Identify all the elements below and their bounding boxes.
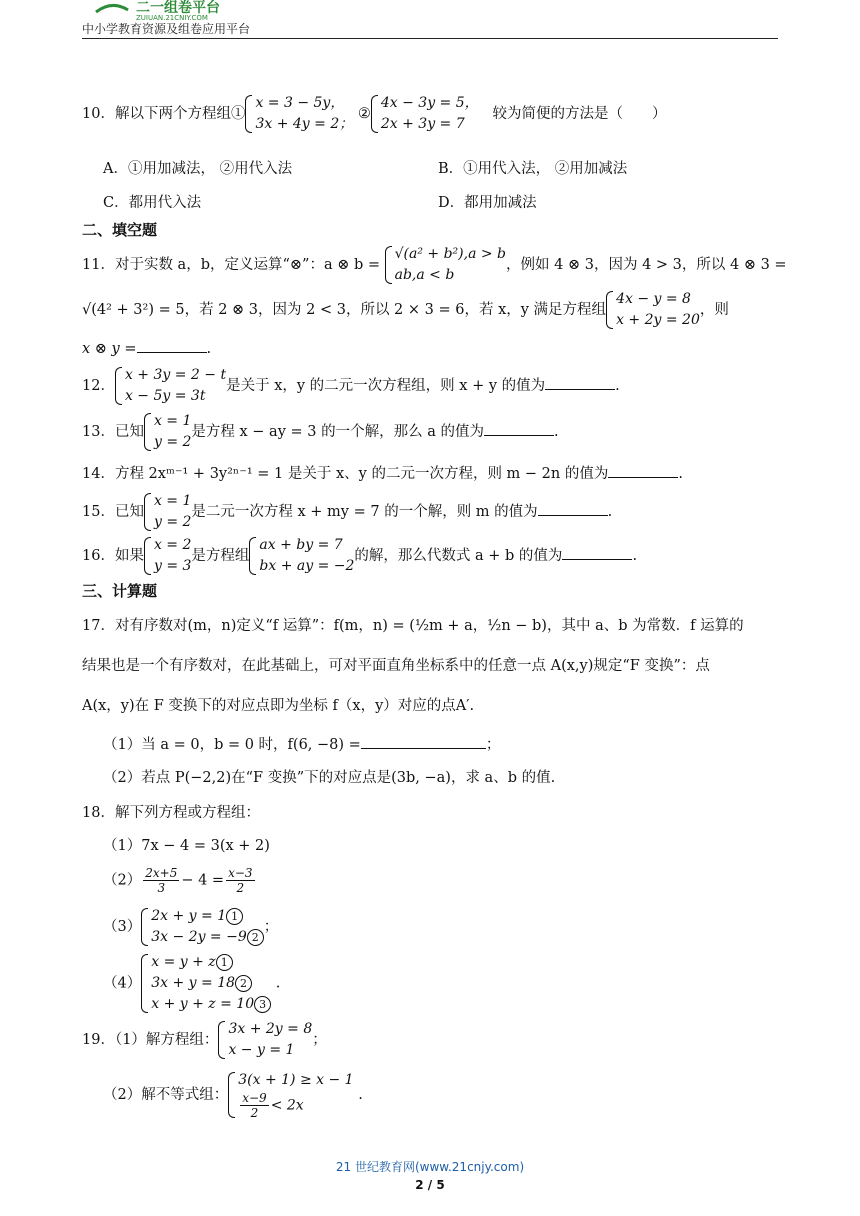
page-number: 2 / 5 (415, 1178, 445, 1192)
q19-inequality-system: 3(x + 1) ≥ x − 1 $\frac{x-9}{2}$ < 2x (228, 1070, 353, 1120)
q10-suffix: 较为简便的方法是（ ） (492, 106, 667, 122)
question-18-part1: （1）7x − 4 = 3(x + 2) (103, 838, 270, 854)
q10-option-a: A．①用加减法， ②用代入法 (103, 161, 293, 177)
question-15: 15．已知 x = 1 y = 2 是二元一次方程 x + my = 7 的一个解，则 m 的值为 . (82, 491, 612, 533)
q16-system-1: x = 2 y = 3 (144, 535, 191, 577)
q10-option-b: B．①用代入法， ②用加减法 (438, 161, 628, 177)
svg-text:ZUJUAN.21CNJY.COM: ZUJUAN.21CNJY.COM (136, 14, 208, 20)
answer-blank (137, 338, 207, 353)
question-18-part3: （3） 2x + y = 1 1 3x − 2y = −9 2 ； (103, 906, 278, 948)
q15-system: x = 1 y = 2 (144, 491, 191, 533)
question-17-line1: 17．对有序数对(m，n)定义“f 运算”：f(m，n) = (½m + a，½n − b)，其中 a、b 为常数．f 运算的 (82, 618, 744, 634)
q12-system: x + 3y = 2 − t x − 5y = 3t (115, 365, 226, 407)
section-fill-blank: 二、填空题 (82, 221, 158, 239)
answer-blank (608, 463, 678, 478)
section-calculation: 三、计算题 (82, 582, 158, 600)
fraction: $\frac{2x+5}{3}$ (145, 866, 178, 895)
question-11-line2: √(4² + 3²) = 5，若 2 ⊗ 3，因为 2 < 3，所以 2 × 3 = 6，若 x，y 满足方程组 4x − y = 8 x + 2y = 20 ，则 (82, 289, 729, 331)
question-17-line2: 结果也是一个有序数对，在此基础上，可对平面直角坐标系中的任意一点 A(x,y)规定“F 变换”：点 (82, 658, 710, 674)
svg-text:二一组卷平台: 二一组卷平台 (136, 0, 220, 16)
question-11-line1: 11．对于实数 a，b，定义运算“⊗”：a ⊗ b = √(a² + b²),a > b ab,a < b ，例如 4 ⊗ 3，因为 4 > 3，所以 4 ⊗ 3 = (82, 244, 787, 286)
question-13: 13．已知 x = 1 y = 2 是方程 x − ay = 3 的一个解，那么 a 的值为 . (82, 411, 559, 453)
question-19-part2: （2）解不等式组： 3(x + 1) ≥ x − 1 $\frac{x-9}{2}$ < 2x . (103, 1072, 363, 1120)
answer-blank (484, 421, 554, 436)
footer-site: 21 世纪教育网(www.21cnjy.com) (335, 1160, 525, 1174)
q19-system: 3x + 2y = 8 x − y = 1 (218, 1019, 312, 1061)
question-16: 16．如果 x = 2 y = 3 是方程组 ax + by = 7 bx + ay = −2 的解，那么代数式 a + b 的值为 . (82, 535, 637, 577)
question-18-title: 18．解下列方程或方程组： (82, 805, 260, 821)
question-17-part1: （1）当 a = 0，b = 0 时，f(6, −8) = ； (103, 733, 500, 754)
q16-system-2: ax + by = 7 bx + ay = −2 (249, 535, 354, 577)
header-divider (82, 38, 778, 39)
question-11-line3: x ⊗ y = . (82, 338, 211, 357)
q11-cases: √(a² + b²),a > b ab,a < b (385, 244, 506, 286)
q10-system-2: 4x − 3y = 5， 2x + 3y = 7 (371, 93, 479, 135)
question-17-line3: A(x，y)在 F 变换下的对应点即为坐标 f（x，y）对应的点A′. (82, 698, 475, 714)
q18-system-3: 2x + y = 1 1 3x − 2y = −9 2 (141, 906, 264, 948)
site-logo (92, 0, 272, 20)
q10-system-1: x = 3 − 5y， 3x + 4y = 2； (245, 93, 353, 135)
q13-system: x = 1 y = 2 (144, 411, 191, 453)
q11-system: 4x − y = 8 x + 2y = 20 (606, 289, 700, 331)
q18-system-4: x = y + z 1 3x + y = 18 2 x + y + z = 10 3 (141, 952, 271, 1015)
question-12: 12． x + 3y = 2 − t x − 5y = 3t 是关于 x，y 的二元一次方程组，则 x + y 的值为 . (82, 365, 620, 407)
q10-option-c: C．都用代入法 (103, 195, 202, 211)
answer-blank (538, 501, 608, 516)
question-17-part2: （2）若点 P(−2,2)在“F 变换”下的对应点是(3b, −a)，求 a、b 的值. (103, 770, 556, 786)
q10-option-d: D．都用加减法 (438, 195, 537, 211)
question-18-part2: （2） $\frac{2x+5}{3}$ − 4 = $\frac{x-3}{2}$ (103, 866, 253, 895)
answer-blank (361, 734, 486, 749)
q10-prefix: 10．解以下两个方程组① (82, 106, 246, 122)
answer-blank (562, 545, 632, 560)
question-19-part1: 19．（1）解方程组： 3x + 2y = 8 x − y = 1 ； (82, 1019, 327, 1061)
question-10 (82, 93, 666, 135)
fraction: $\frac{x-3}{2}$ (228, 866, 253, 895)
q10-mark-2: ② (357, 106, 371, 122)
answer-blank (545, 375, 615, 390)
question-18-part4: （4） x = y + z 1 3x + y = 18 2 x + y + z = 10 3 . (103, 952, 280, 1015)
question-14: 14．方程 2xᵐ⁻¹ + 3y²ⁿ⁻¹ = 1 是关于 x、y 的二元一次方程，则 m − 2n 的值为 . (82, 462, 683, 483)
header-subtitle: 中小学教育资源及组卷应用平台 (82, 22, 251, 36)
